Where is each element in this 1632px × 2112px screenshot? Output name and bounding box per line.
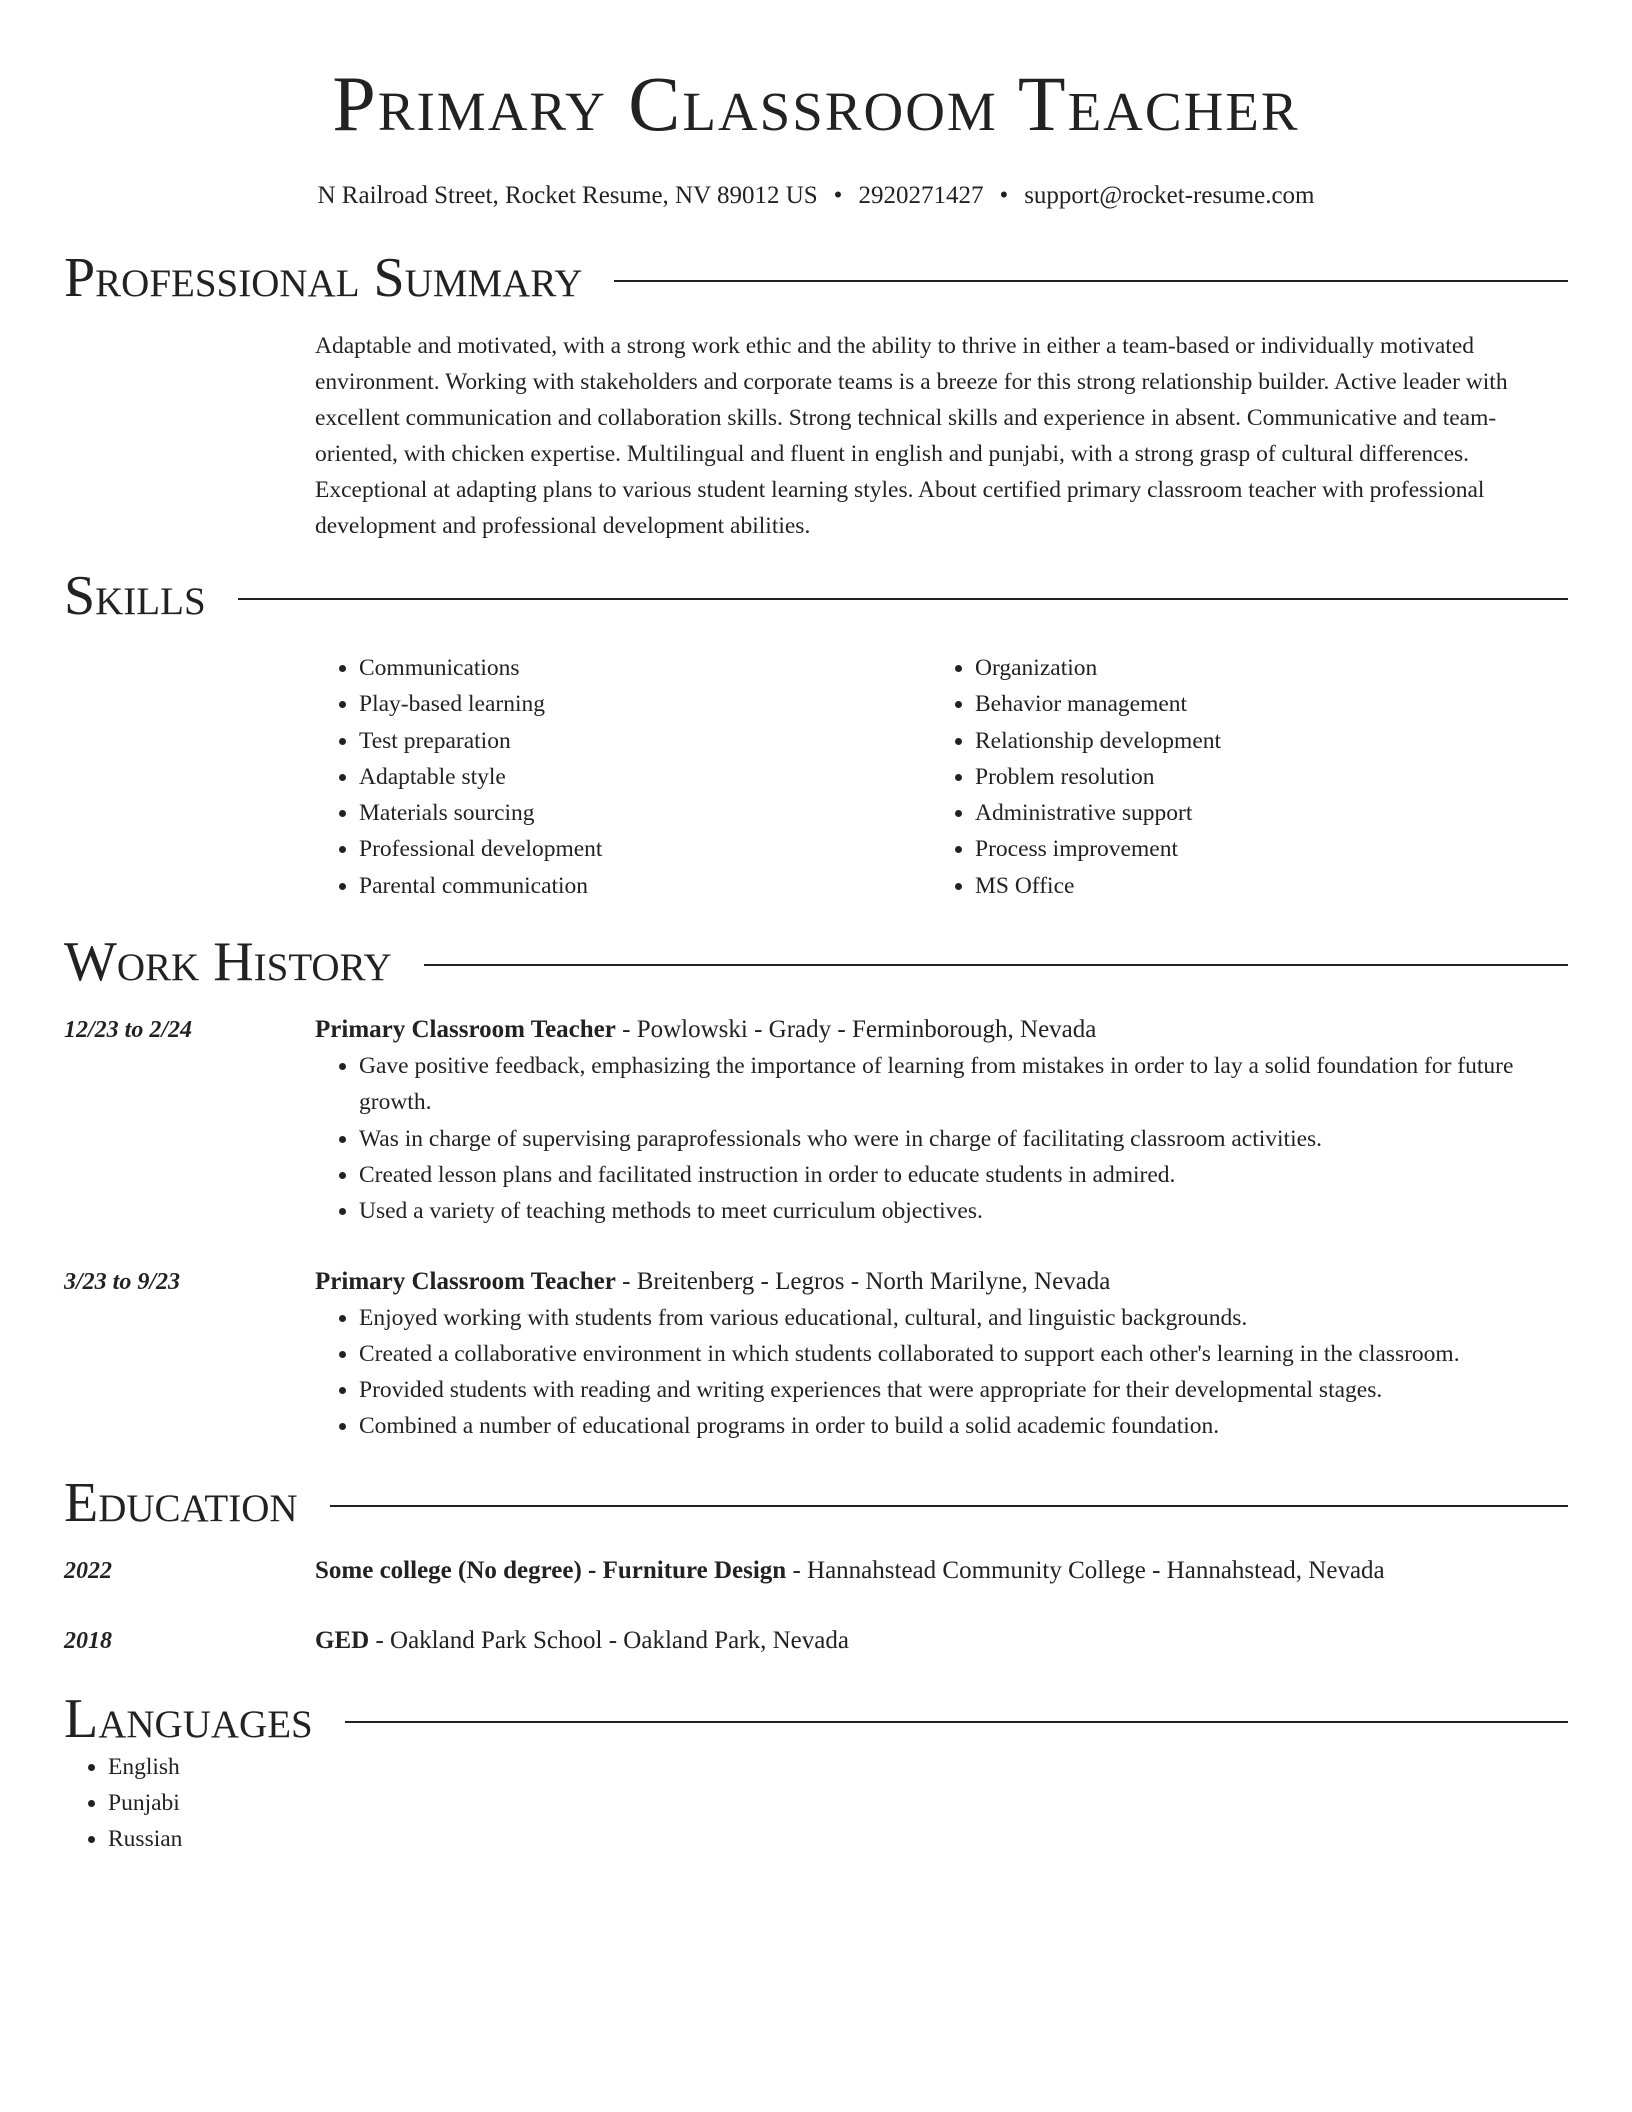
- job-entry: [64, 1264, 1568, 1445]
- contact-separator: •: [999, 182, 1009, 209]
- summary-section: [64, 248, 1568, 544]
- skill-item: • Test preparation: [359, 723, 931, 759]
- skill-item: • Materials sourcing: [359, 795, 931, 831]
- section-divider: [238, 598, 1568, 600]
- job-bullets: [315, 1048, 1568, 1229]
- education-details: [315, 1623, 1568, 1659]
- skill-item: • Communications: [359, 650, 931, 686]
- education-entry: [64, 1553, 1568, 1589]
- skill-item: • MS Office: [975, 868, 1547, 904]
- education-year: 2018: [64, 1627, 112, 1654]
- language-item: • Punjabi: [108, 1785, 1568, 1821]
- skill-item: • Process improvement: [975, 831, 1547, 867]
- contact-address: N Railroad Street, Rocket Resume, NV 89012 US: [317, 182, 818, 209]
- job-bullet: • Created a collaborative environment in which students collaborated to support each other's learning in the classroom.: [359, 1336, 1568, 1372]
- language-item: • English: [108, 1749, 1568, 1785]
- summary-header: [64, 248, 1568, 308]
- section-divider: [345, 1721, 1568, 1723]
- work-history-section: [64, 932, 1568, 1445]
- education-title: Education: [64, 1471, 298, 1534]
- education-degree: Some college (No degree) - Furniture Design: [315, 1556, 787, 1584]
- job-dates: 3/23 to 9/23: [64, 1268, 181, 1295]
- job-title: Primary Classroom Teacher: [315, 1016, 616, 1044]
- skills-header: [64, 566, 1568, 626]
- job-bullet: • Created lesson plans and facilitated instruction in order to educate students in admired.: [359, 1157, 1568, 1193]
- section-divider: [424, 964, 1568, 966]
- skill-item: • Relationship development: [975, 723, 1547, 759]
- skill-item: • Play-based learning: [359, 686, 931, 722]
- education-section: [64, 1473, 1568, 1659]
- skills-column-right: [931, 650, 1547, 904]
- summary-title: Professional Summary: [64, 247, 583, 309]
- job-bullet: • Enjoyed working with students from various educational, cultural, and linguistic backgrounds.: [359, 1300, 1568, 1336]
- languages-header: [64, 1689, 1568, 1749]
- job-bullet: • Used a variety of teaching methods to meet curriculum objectives.: [359, 1193, 1568, 1229]
- education-header: [64, 1473, 1568, 1533]
- contact-phone: 2920271427: [858, 182, 984, 209]
- skill-item: • Adaptable style: [359, 759, 931, 795]
- work-history-title: Work History: [64, 931, 392, 994]
- job-bullet: • Gave positive feedback, emphasizing the importance of learning from mistakes in order to lay a solid foundation for future growth.: [359, 1048, 1568, 1121]
- skill-item: • Behavior management: [975, 686, 1547, 722]
- skill-item: • Professional development: [359, 831, 931, 867]
- contact-separator: •: [833, 182, 843, 209]
- section-divider: [614, 280, 1568, 282]
- job-bullets: [315, 1300, 1568, 1445]
- education-school: - Hannahstead Community College - Hannahstead, Nevada: [786, 1556, 1385, 1584]
- job-title: Primary Classroom Teacher: [315, 1267, 616, 1295]
- skills-list: [315, 650, 1568, 904]
- resume-name: Primary Classroom Teacher: [332, 60, 1300, 147]
- skill-item: • Organization: [975, 650, 1547, 686]
- languages-title: Languages: [64, 1687, 313, 1750]
- job-details: [315, 1012, 1568, 1229]
- job-employer: - Powlowski - Grady - Ferminborough, Nevada: [615, 1016, 1097, 1044]
- education-details: [315, 1553, 1568, 1589]
- job-heading: [315, 1012, 1568, 1048]
- summary-text: Adaptable and motivated, with a strong work ethic and the ability to thrive in either a team-based or individually motivated environment. Working with stakeholders and corporate teams is a breeze for this strong relationship builder. Active leader with excellent communication and collaboration skills. Strong technical skills and experience in absent. Communicative and team-oriented, with chicken expertise. Multilingual and fluent in english and punjabi, with a strong grasp of cultural differences. Exceptional at adapting plans to various student learning styles. About certified primary classroom teacher with professional development and professional development abilities.: [315, 333, 1508, 539]
- skills-section: [64, 566, 1568, 904]
- job-heading: [315, 1264, 1568, 1300]
- education-year: 2022: [64, 1557, 112, 1584]
- contact-line: [64, 180, 1568, 212]
- job-bullet: • Combined a number of educational programs in order to build a solid academic foundation.: [359, 1408, 1568, 1444]
- education-degree: GED: [315, 1626, 370, 1654]
- skills-column-left: [315, 650, 931, 904]
- skill-item: • Parental communication: [359, 868, 931, 904]
- languages-section: [64, 1689, 1568, 1858]
- job-dates: 12/23 to 2/24: [64, 1017, 193, 1044]
- job-employer: - Breitenberg - Legros - North Marilyne, Nevada: [615, 1267, 1111, 1295]
- job-bullet: • Provided students with reading and writing experiences that were appropriate for their developmental stages.: [359, 1372, 1568, 1408]
- language-item: • Russian: [108, 1821, 1568, 1857]
- job-entry: [64, 1012, 1568, 1229]
- skill-item: • Administrative support: [975, 795, 1547, 831]
- skills-title: Skills: [64, 565, 206, 627]
- skill-item: • Problem resolution: [975, 759, 1547, 795]
- work-history-header: [64, 932, 1568, 992]
- job-details: [315, 1264, 1568, 1445]
- education-entry: [64, 1623, 1568, 1659]
- languages-list: [64, 1749, 1568, 1858]
- contact-email: support@rocket-resume.com: [1024, 182, 1315, 209]
- section-divider: [330, 1505, 1568, 1507]
- education-school: - Oakland Park School - Oakland Park, Nevada: [369, 1626, 849, 1654]
- job-bullet: • Was in charge of supervising paraprofessionals who were in charge of facilitating classroom activities.: [359, 1121, 1568, 1157]
